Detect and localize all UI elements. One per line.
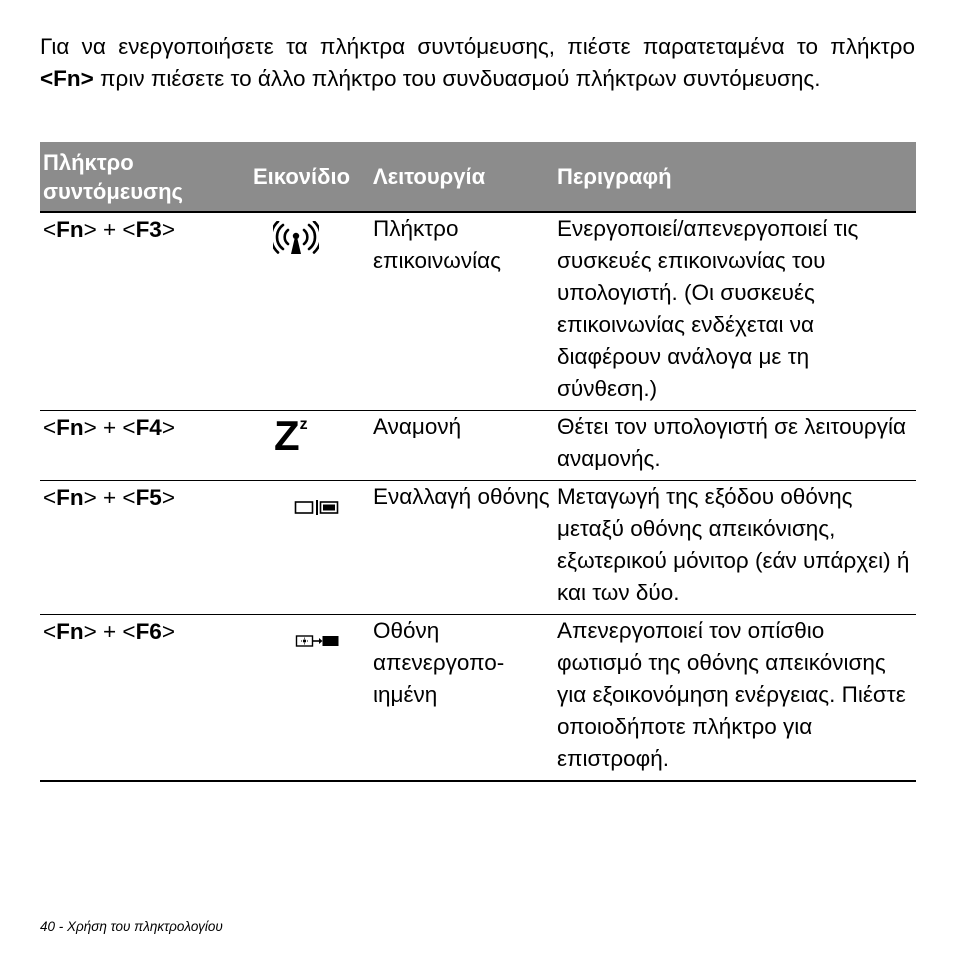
header-description: Περιγραφή — [557, 142, 916, 212]
shortcut-cell — [40, 615, 245, 782]
key-bracket: < — [43, 619, 57, 644]
wireless-icon — [273, 221, 370, 257]
intro-text-before: Για να ενεργοποιήσετε τα πλήκτρα συντόμευσης, πιέστε παρατεταμένα το πλήκτρο — [40, 34, 915, 59]
sleep-icon-small-z: z — [299, 416, 308, 433]
description-cell: Ενεργοποιεί/απενεργοποιεί τις συσκευές επικοινωνίας του υπολογιστή. (Οι συσκευές επικοινωνίας ενδέχεται να διαφέρουν ανάλογα με τη σύνθεση.) — [557, 212, 916, 411]
intro-paragraph — [40, 31, 915, 95]
key-bracket: > — [161, 485, 175, 510]
page-footer: 40 - Χρήση του πληκτρολογίου — [40, 919, 223, 934]
key-f4: F4 — [135, 415, 162, 440]
key-bracket: > — [161, 619, 175, 644]
key-fn: Fn — [56, 619, 84, 644]
key-plus: > + < — [83, 619, 136, 644]
key-plus: > + < — [83, 485, 136, 510]
shortcut-cell — [40, 411, 245, 481]
shortcut-cell — [40, 481, 245, 615]
table-header-row — [40, 142, 916, 212]
description-cell: Μεταγωγή της εξόδου οθόνης μεταξύ οθόνης απεικόνισης, εξωτερικού μόνιτορ (εάν υπάρχει) ή και των δύο. — [557, 481, 916, 615]
key-plus: > + < — [83, 415, 136, 440]
icon-cell — [245, 411, 370, 481]
key-f5: F5 — [135, 485, 162, 510]
header-function: Λειτουργία — [370, 142, 557, 212]
key-fn: Fn — [56, 217, 84, 242]
key-bracket: < — [43, 217, 57, 242]
key-f3: F3 — [135, 217, 162, 242]
intro-fn-key: <Fn> — [40, 66, 94, 91]
key-bracket: > — [161, 415, 175, 440]
key-bracket: < — [43, 415, 57, 440]
table-row — [40, 411, 916, 481]
key-fn: Fn — [56, 485, 84, 510]
hotkeys-table — [40, 142, 916, 782]
icon-cell — [245, 615, 370, 782]
sleep-icon-big-z: Z — [274, 412, 300, 459]
key-bracket: > — [161, 217, 175, 242]
header-icon: Εικονίδιο — [245, 142, 370, 212]
icon-cell — [245, 212, 370, 411]
function-cell: Εναλλαγή οθόνης — [370, 481, 557, 615]
key-fn: Fn — [56, 415, 84, 440]
table-row — [40, 615, 916, 782]
description-cell: Απενεργοποιεί τον οπίσθιο φωτισμό της οθόνης απεικόνισης για εξοικονόμηση ενέργειας. Πιέστε οποιοδήποτε πλήκτρο για επιστροφή. — [557, 615, 916, 782]
intro-text-after: πριν πιέσετε το άλλο πλήκτρο του συνδυασμού πλήκτρων συντόμευσης. — [93, 66, 821, 91]
icon-cell — [245, 481, 370, 615]
shortcut-cell — [40, 212, 245, 411]
key-bracket: < — [43, 485, 57, 510]
key-plus: > + < — [83, 217, 136, 242]
function-cell: Αναμονή — [370, 411, 557, 481]
screen-off-icon — [273, 634, 370, 648]
sleep-icon — [274, 412, 370, 459]
key-f6: F6 — [135, 619, 162, 644]
table-row — [40, 212, 916, 411]
display-toggle-icon — [273, 499, 370, 515]
function-cell: Οθόνη απενεργοπο-ιημένη — [370, 615, 557, 782]
table-row — [40, 481, 916, 615]
description-cell: Θέτει τον υπολογιστή σε λειτουργία αναμονής. — [557, 411, 916, 481]
header-shortcut: Πλήκτρο συντόμευσης — [40, 142, 245, 212]
function-cell: Πλήκτρο επικοινωνίας — [370, 212, 557, 411]
